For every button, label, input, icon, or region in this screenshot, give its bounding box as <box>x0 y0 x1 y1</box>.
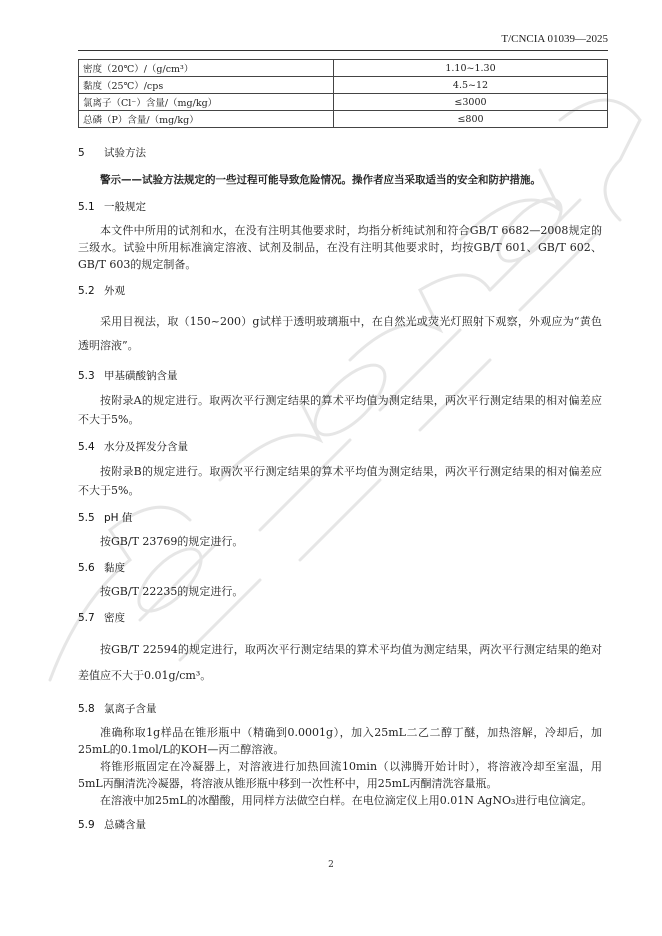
section-title: 密度 <box>104 612 125 624</box>
paragraph: 按GB/T 22594的规定进行，取两次平行测定结果的算术平均值为测定结果，两次平行测定结果的绝对差值应不大于0.01g/cm³。 <box>78 643 602 682</box>
section-title: 一般规定 <box>104 201 146 213</box>
table-cell-value: 1.10~1.30 <box>334 60 608 77</box>
section-number: 5.6 <box>78 562 95 574</box>
paragraph: 将锥形瓶固定在冷凝器上，对溶液进行加热回流10min（以沸腾开始计时），将溶液冷却至室温，用5mL丙酮清洗冷凝器，将溶液从锥形瓶中移到一次性杯中，用25mL丙酮清洗容量瓶。 <box>78 760 602 790</box>
section-number: 5.3 <box>78 370 95 382</box>
section-title: 黏度 <box>104 562 125 574</box>
section-number: 5 <box>78 147 85 159</box>
header-rule <box>78 50 608 51</box>
spec-table <box>78 59 608 128</box>
warning-text: 警示——试验方法规定的一些过程可能导致危险情况。操作者应当采取适当的安全和防护措施。 <box>100 174 541 186</box>
paragraph: 本文件中所用的试剂和水，在没有注明其他要求时，均指分析纯试剂和符合GB/T 6682—2008规定的三级水。试验中所用标准滴定溶液、试剂及制品，在没有注明其他要求时，均按GB/T 601、GB/T 602、GB/T 603的规定制备。 <box>78 224 602 271</box>
section-title: 氯离子含量 <box>104 703 157 715</box>
section-title: 试验方法 <box>104 147 146 159</box>
table-row <box>79 60 608 77</box>
paragraph: 按GB/T 23769的规定进行。 <box>100 535 244 548</box>
section-heading-5-6 <box>78 560 602 577</box>
section-number: 5.2 <box>78 285 95 297</box>
table-cell-item: 黏度（25℃）/cps <box>79 77 334 94</box>
section-number: 5.5 <box>78 512 95 524</box>
section-title: 水分及挥发分含量 <box>104 441 188 453</box>
section-number: 5.4 <box>78 441 95 453</box>
section-number: 5.8 <box>78 703 95 715</box>
table-cell-value: ≤800 <box>334 111 608 128</box>
section-heading-5-3 <box>78 368 602 385</box>
paragraph: 在溶液中加25mL的冰醋酸，用同样方法做空白样。在电位滴定仪上用0.01N AgNO₃进行电位滴定。 <box>100 794 593 807</box>
paragraph: 准确称取1g样品在锥形瓶中（精确到0.0001g），加入25mL二乙二醇丁醚，加热溶解，冷却后，加25mL的0.1mol/L的KOH—丙二醇溶液。 <box>78 726 602 756</box>
standard-number: T/CNCIA 01039—2025 <box>501 33 608 45</box>
table-cell-value: 4.5~12 <box>334 77 608 94</box>
section-title: 总磷含量 <box>104 819 146 831</box>
section-number: 5.9 <box>78 819 95 831</box>
document-body <box>78 145 602 834</box>
table-cell-value: ≤3000 <box>334 94 608 111</box>
section-heading-5-4 <box>78 439 602 456</box>
section-heading-5-1 <box>78 199 602 216</box>
section-title: pH 值 <box>104 512 133 524</box>
section-heading-5-5 <box>78 510 602 527</box>
section-heading-5-9 <box>78 817 602 834</box>
table-row <box>79 77 608 94</box>
section-heading-5-2 <box>78 283 602 300</box>
paragraph: 按附录A的规定进行。取两次平行测定结果的算术平均值为测定结果，两次平行测定结果的相对偏差应不大于5%。 <box>78 394 602 426</box>
table-cell-item: 密度（20℃）/（g/cm³） <box>79 60 334 77</box>
table-row <box>79 111 608 128</box>
table-cell-item: 总磷（P）含量/（mg/kg） <box>79 111 334 128</box>
page-number: 2 <box>328 860 334 870</box>
section-heading-5-7 <box>78 610 602 627</box>
paragraph: 采用目视法，取（150~200）g试样于透明玻璃瓶中，在自然光或荧光灯照射下观察，外观应为“黄色透明溶液”。 <box>78 315 602 352</box>
paragraph: 按GB/T 22235的规定进行。 <box>100 585 244 598</box>
section-number: 5.1 <box>78 201 95 213</box>
table-row <box>79 94 608 111</box>
table-cell-item: 氯离子（Cl⁻）含量/（mg/kg） <box>79 94 334 111</box>
section-title: 甲基磺酸钠含量 <box>104 370 178 382</box>
section-heading-5-8 <box>78 701 602 718</box>
paragraph: 按附录B的规定进行。取两次平行测定结果的算术平均值为测定结果，两次平行测定结果的相对偏差应不大于5%。 <box>78 465 602 497</box>
section-heading-5 <box>78 145 602 162</box>
section-title: 外观 <box>104 285 125 297</box>
section-number: 5.7 <box>78 612 95 624</box>
